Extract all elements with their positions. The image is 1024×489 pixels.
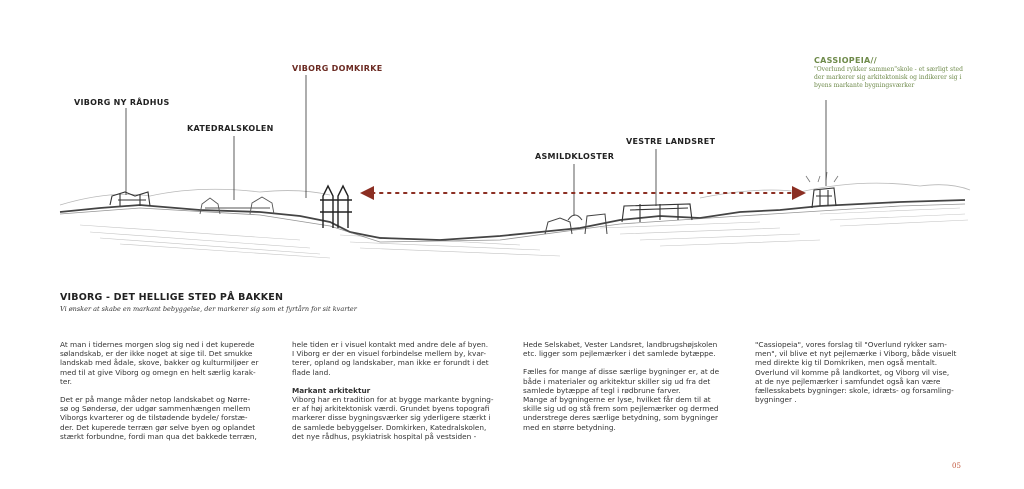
background-hills (60, 183, 970, 205)
text-column-2 (292, 340, 502, 450)
section-subtitle: Vi ønsker at skabe en markant bebyggelse, der markerer sig som et fyrtårn for sit kvarter (60, 305, 357, 313)
paragraph: Fælles for mange af disse særlige bygninger er, at de både i materialer og arkitektur skiller sig ud fra det samlede bytæppe af tegl i rødbrune farver. Mange af bygningerne er lyse, hvilket får dem til at skille sig ud og stå frem som pejlemærker og dermed understrege deres særlige betydning, som bygninger med en større betydning. (523, 367, 720, 432)
sightline-arrow (360, 186, 806, 200)
label-vestre-landsret: VESTRE LANDSRET (626, 137, 716, 146)
raadhus-building (110, 192, 150, 206)
label-cassiopeia: CASSIOPEIA// (814, 56, 877, 65)
paragraph: Viborg har en tradition for at bygge markante bygning- er af høj arkitektonisk værdi. Grundet byens topografi markerer disse bygningsværker sig yderligere stærkt i de samlede bebyggelser. Domkirken, Katedralskolen, det nye rådhus, psykiatrisk hospital på vestsiden - (292, 395, 494, 441)
label-asmildkloster: ASMILDKLOSTER (535, 152, 615, 161)
text-column-4 (755, 340, 970, 413)
paragraph: At man i tidernes morgen slog sig ned i det kuperede sølandskab, er der ikke noget at sige til. Det smukke landskab med ådale, skove, bakker og kulturmiljøer er med til at give Viborg og omegn en helt særlig karak- ter. (60, 340, 259, 386)
text-column-1 (60, 340, 270, 450)
paragraph: hele tiden er i visuel kontakt med andre dele af byen. I Viborg er der en visuel forbindelse mellem by, kvar- terer, opland og landskaber, man ikke er forundt i det flade land. (292, 340, 489, 377)
leader-lines (126, 75, 826, 216)
section-title: VIBORG - DET HELLIGE STED PÅ BAKKEN (60, 292, 284, 303)
subheading: Markant arkitektur (292, 385, 371, 395)
label-domkirke: VIBORG DOMKIRKE (292, 64, 383, 73)
paragraph: "Cassiopeia", vores forslag til "Overlund rykker sam- men", vil blive et nyt pejlemærke i Viborg, både visuelt med direkte kig til Domkriken, men også mentalt. Overlund vil komme på landkortet, og Viborg vil vise, at de nye pejlemærker i samfundet også kan være fællesskabets bygninger: skole, idræts- og forsamling- bygninger . (755, 340, 957, 405)
label-katedralskolen: KATEDRALSKOLEN (187, 124, 274, 133)
text-column-3 (523, 340, 733, 441)
label-raadhus: VIBORG NY RÅDHUS (74, 98, 170, 107)
paragraph: Det er på mange måder netop landskabet og Nørre- sø og Søndersø, der udgør sammenhængen mellem Viborgs kvarterer og de tilstødende bydele/ forstæ- der. Det kuperede terræn gør selve byen og oplandet stærkt forbundne, fordi man qua det bakkede terræn, (60, 395, 257, 441)
cassiopeia-note: "Overlund rykker sammen"skole - et særligt sted der markerer sig arkitektonisk og indikerer sig i byens markante bygningsværker (814, 66, 963, 89)
terrain-profile (60, 200, 965, 240)
paragraph: Hede Selskabet, Vester Landsret, landbrugshøjskolen etc. ligger som pejlemærker i det samlede bytæppe. (523, 340, 718, 359)
page-number: 05 (952, 462, 961, 470)
